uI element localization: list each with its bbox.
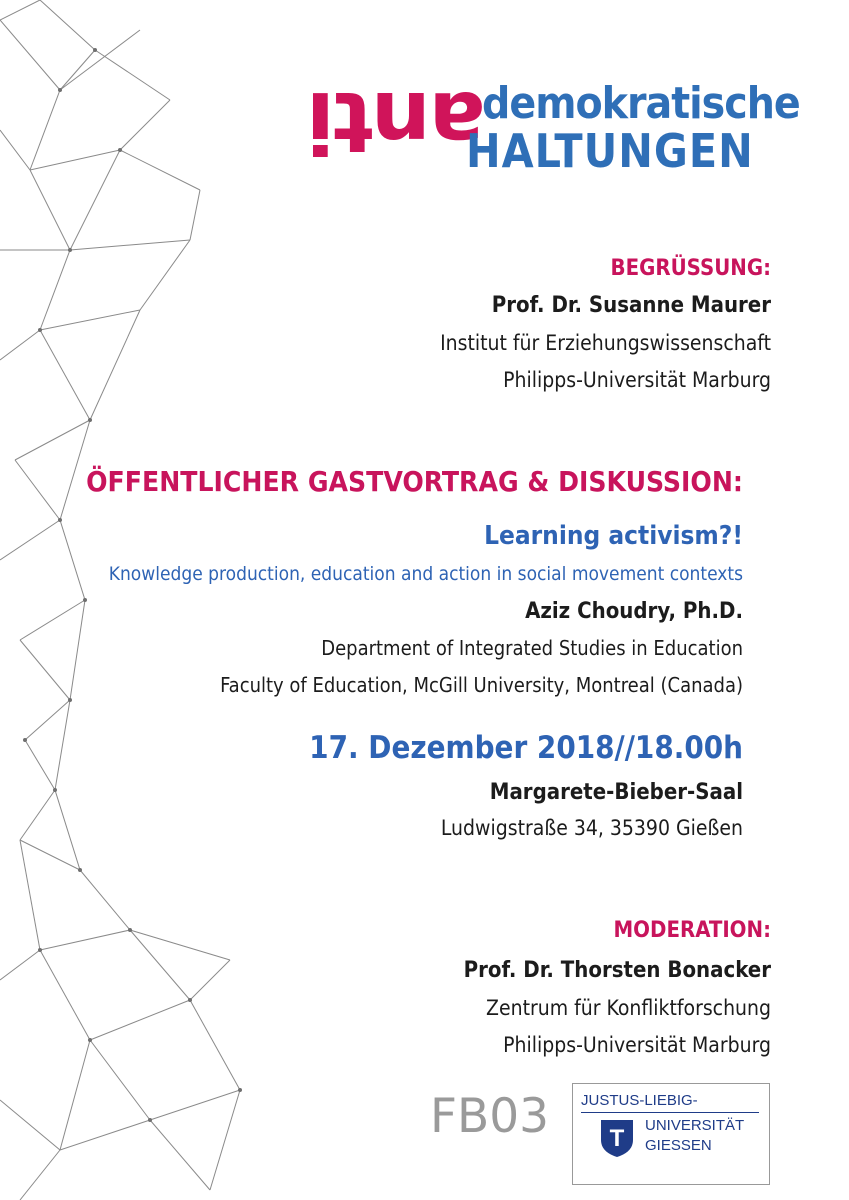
- jlu-divider: [581, 1112, 759, 1113]
- event-venue: Margarete-Bieber-Saal: [489, 780, 743, 805]
- jlu-emblem-letter: T: [609, 1125, 625, 1152]
- jlu-line2: UNIVERSITÄT: [645, 1117, 745, 1134]
- jlu-line3: GIESSEN: [645, 1137, 712, 1154]
- logo-line-haltungen: HALTUNGEN: [466, 124, 754, 178]
- event-datetime: 17. Dezember 2018//18.00h: [309, 730, 743, 766]
- welcome-institute: Institut für Erziehungswissenschaft: [440, 331, 771, 355]
- lecture-department: Department of Integrated Studies in Education: [321, 636, 743, 660]
- lecture-subtitle: Knowledge production, education and action in social movement contexts: [108, 563, 743, 585]
- welcome-speaker-name: Prof. Dr. Susanne Maurer: [491, 293, 771, 318]
- event-series-logo: [300, 73, 800, 188]
- jlu-emblem-icon: [599, 1118, 635, 1158]
- moderation-university: Philipps-Universität Marburg: [503, 1033, 771, 1057]
- lecture-speaker: Aziz Choudry, Ph.D.: [525, 599, 743, 624]
- lecture-title: Learning activism?!: [484, 521, 743, 551]
- logo-line-demokratische: demokratische: [482, 78, 800, 129]
- faculty-code: FB03: [430, 1089, 550, 1144]
- moderation-name: Prof. Dr. Thorsten Bonacker: [463, 958, 771, 983]
- moderation-heading: MODERATION:: [613, 918, 771, 943]
- network-graphic: [0, 0, 260, 1200]
- logo-anti-rotated: anti: [308, 73, 486, 171]
- event-address: Ludwigstraße 34, 35390 Gießen: [440, 816, 743, 840]
- lecture-faculty: Faculty of Education, McGill University, Montreal (Canada): [220, 673, 743, 697]
- jlu-logo: [572, 1083, 770, 1185]
- lecture-heading: ÖFFENTLICHER GASTVORTRAG & DISKUSSION:: [86, 465, 743, 498]
- moderation-center: Zentrum für Konfliktforschung: [486, 996, 771, 1020]
- jlu-line1: JUSTUS-LIEBIG-: [581, 1092, 698, 1109]
- welcome-heading: BEGRÜSSUNG:: [610, 256, 771, 281]
- welcome-university: Philipps-Universität Marburg: [503, 368, 771, 392]
